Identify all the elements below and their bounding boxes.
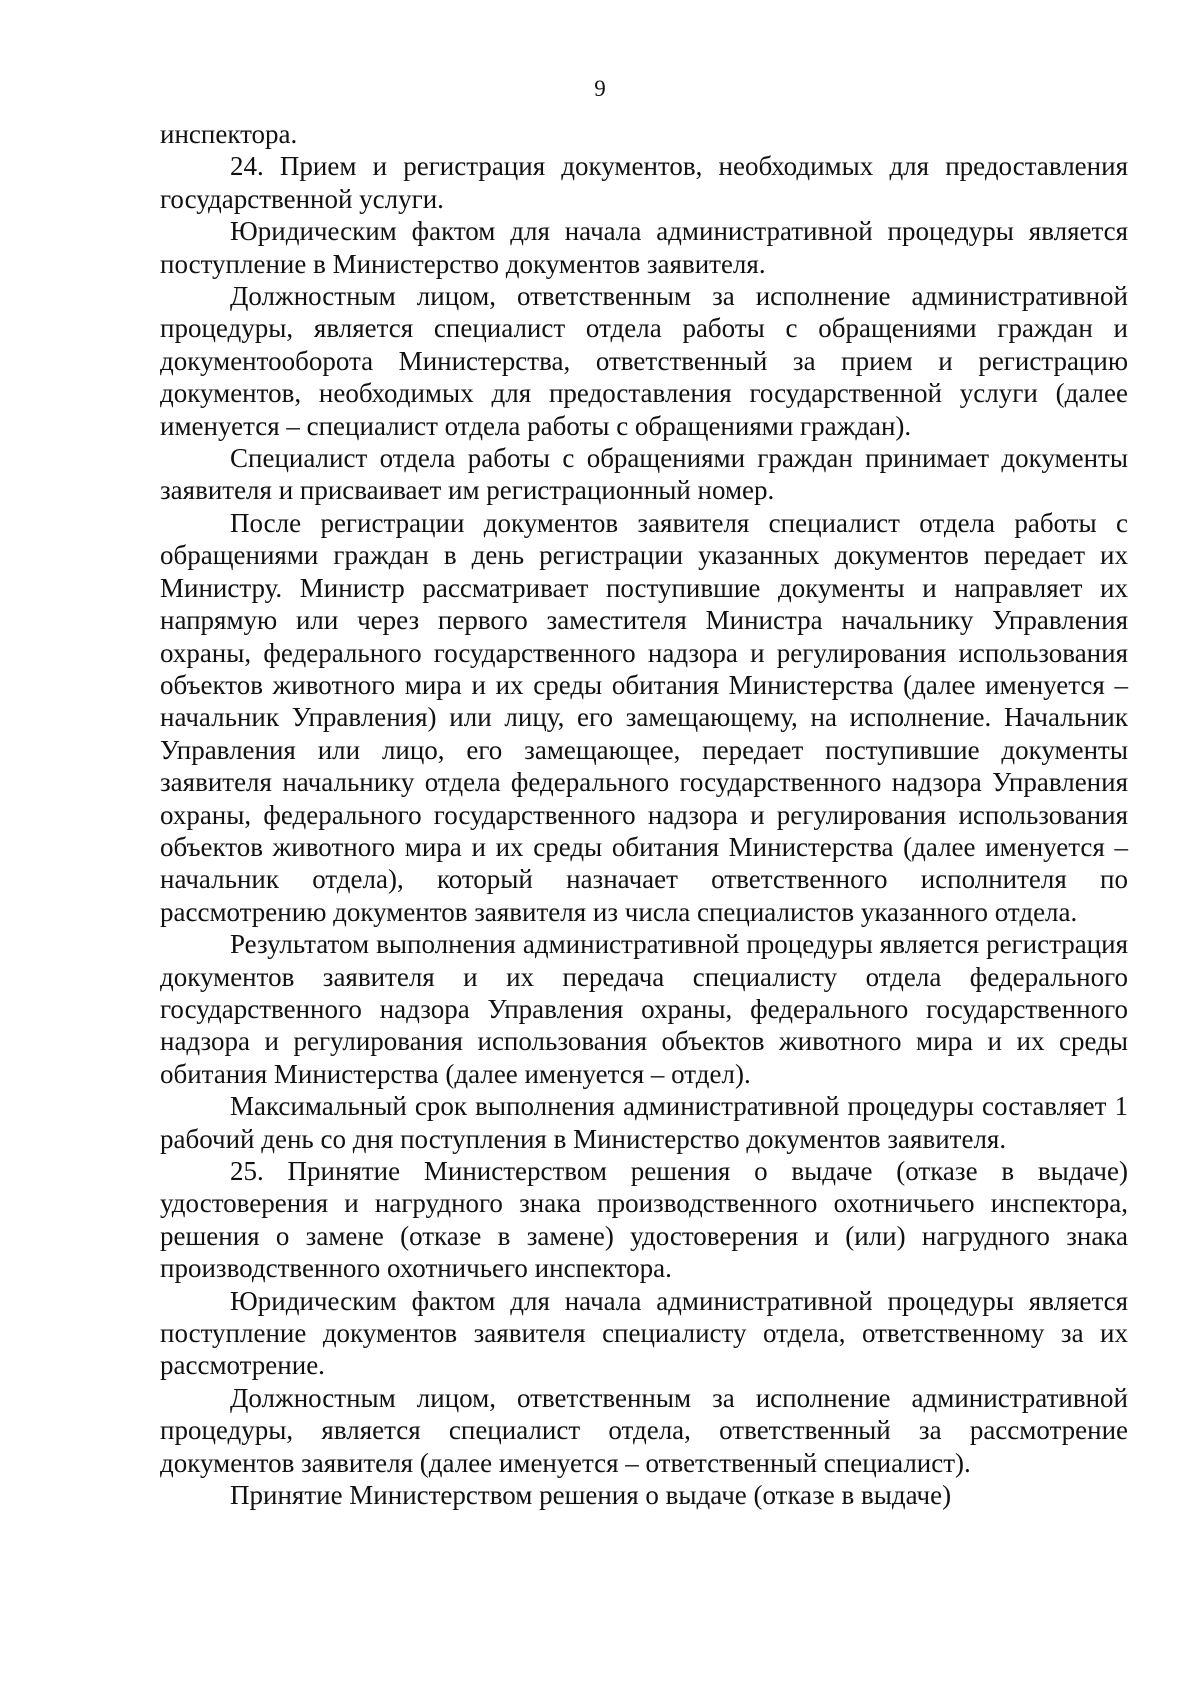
paragraph-legal-fact: Юридическим фактом для начала административной процедуры является поступление в Министерство документов заявителя. [160, 216, 1128, 279]
paragraph-registration: Специалист отдела работы с обращениями граждан принимает документы заявителя и присваивает им регистрационный номер. [160, 443, 1128, 506]
paragraph-item-24-heading: 24. Прием и регистрация документов, необходимых для предоставления государственной услуги. [160, 151, 1128, 214]
paragraph-responsible-official-2: Должностным лицом, ответственным за исполнение административной процедуры, является специалист отдела, ответственный за рассмотрение документов заявителя (далее именуется – ответственный специалист). [160, 1382, 1128, 1478]
page-number: 9 [594, 76, 606, 101]
paragraph-document-transfer: После регистрации документов заявителя специалист отдела работы с обращениями граждан в день регистрации указанных документов передает их Министру. Министр рассматривает поступившие документы и направляет их напрямую или через первого заместителя Министра начальнику Управления охраны, федерального государственного надзора и регулирования использования объектов животного мира и их среды обитания Министерства (далее именуется – начальник Управления) или лицу, его замещающему, на исполнение. Начальник Управления или лицо, его замещающее, передает поступившие документы заявителя начальнику отдела федерального государственного надзора Управления охраны, федерального государственного надзора и регулирования использования объектов животного мира и их среды обитания Министерства (далее именуется – начальник отдела), который назначает ответственного исполнителя по рассмотрению документов заявителя из числа специалистов указанного отдела. [160, 507, 1128, 927]
paragraph-legal-fact-2: Юридическим фактом для начала административной процедуры является поступление документов заявителя специалисту отдела, ответственному за их рассмотрение. [160, 1285, 1128, 1381]
paragraph-decision-start: Принятие Министерством решения о выдаче (отказе в выдаче) [230, 1480, 952, 1511]
paragraph-result: Результатом выполнения административной процедуры является регистрация документов заявителя и их передача специалисту отдела федерального государственного надзора Управления охраны, федерального государственного надзора и регулирования использования объектов животного мира и их среды обитания Министерства (далее именуется – отдел). [160, 929, 1128, 1089]
paragraph-max-term: Максимальный срок выполнения административной процедуры составляет 1 рабочий день со дня поступления в Министерство документов заявителя. [160, 1091, 1128, 1154]
paragraph-continuation: инспектора. [160, 119, 298, 149]
paragraph-responsible-official: Должностным лицом, ответственным за исполнение административной процедуры, является специалист отдела работы с обращениями граждан и документооборота Министерства, ответственный за прием и регистрацию документов, необходимых для предоставления государственной услуги (далее именуется – специалист отдела работы с обращениями граждан). [160, 281, 1128, 441]
paragraph-item-25-heading: 25. Принятие Министерством решения о выдаче (отказе в выдаче) удостоверения и нагрудного знака производственного охотничьего инспектора, решения о замене (отказе в замене) удостоверения и (или) нагрудного знака производственного охотничьего инспектора. [160, 1156, 1128, 1284]
document-body [160, 118, 1128, 1511]
